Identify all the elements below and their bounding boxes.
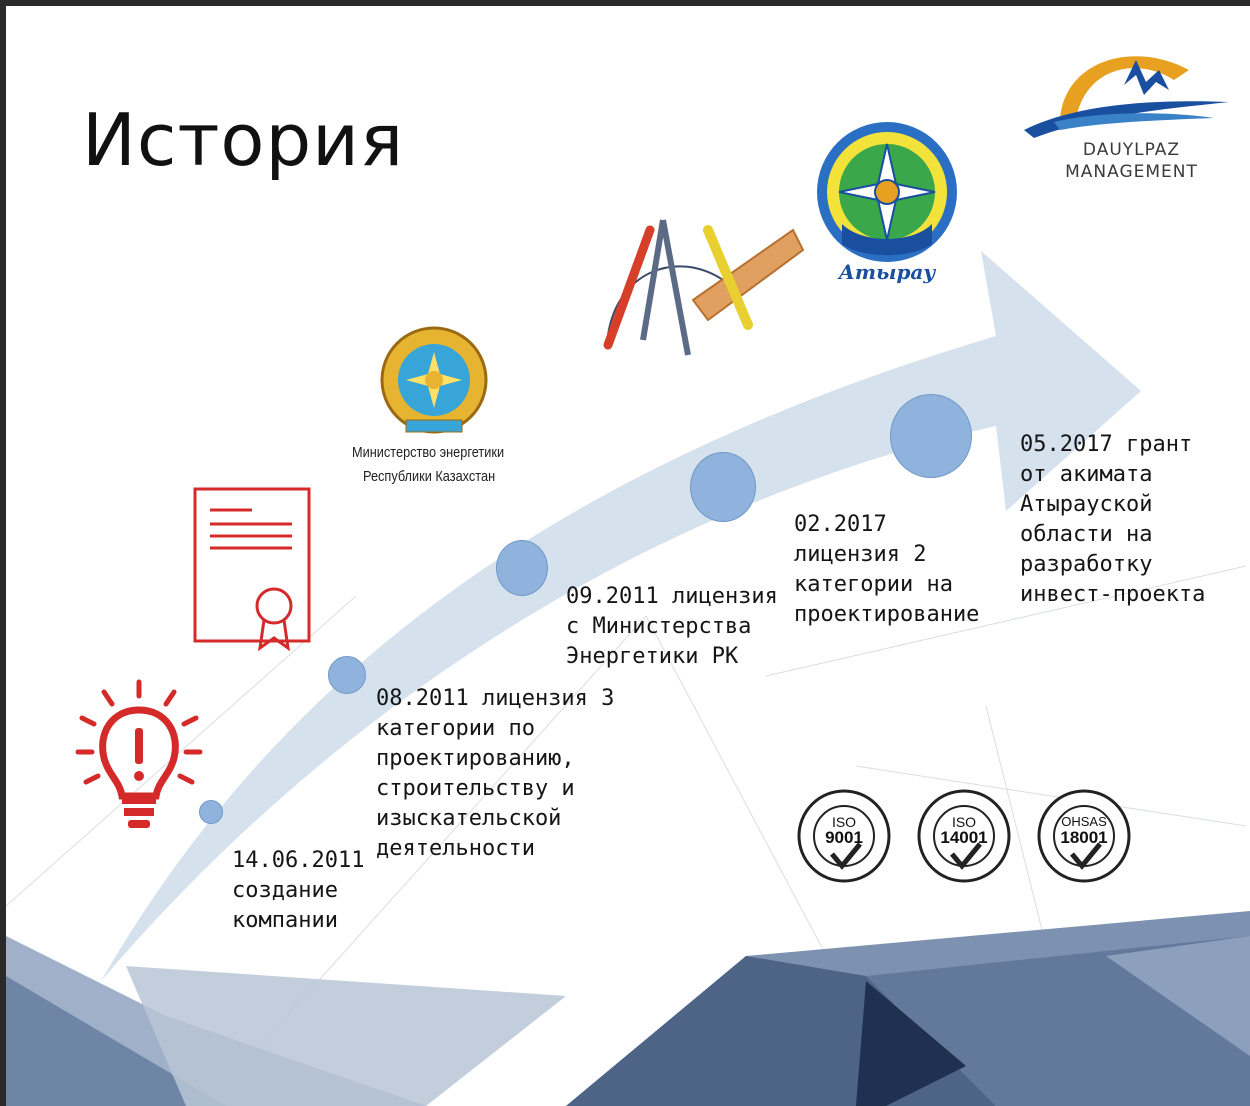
logo-line-2: MANAGEMENT [1065, 162, 1198, 182]
iso-9001-badge [796, 788, 892, 884]
akimat-label: Атырау [838, 260, 936, 284]
ohsas-18001-badge [1036, 788, 1132, 884]
iso-9001-top: ISO [831, 814, 857, 830]
milestone-4: 02.2017 лицензия 2 категории на проектирование [794, 512, 980, 627]
page-title: История [82, 98, 405, 182]
emblem-icon [376, 322, 496, 444]
slide [6, 6, 1250, 1106]
milestone-1: 14.06.2011 создание компании [232, 848, 365, 933]
drafting-tools-icon [588, 210, 808, 360]
milestone-5: 05.2017 грант от акимата Атырауской области на разработку инвест-проекта [1020, 432, 1206, 607]
milestone-2: 08.2011 лицензия 3 категории по проектированию, строительству и изыскательской деятельности [376, 686, 615, 861]
timeline-dot-5 [890, 394, 972, 478]
ohsas-18001-top: OHSAS [1061, 814, 1107, 829]
certificate-icon [192, 486, 316, 654]
ministry-line-2: Республики Казахстан [363, 468, 496, 485]
atyrau-emblem-icon [812, 114, 972, 299]
timeline-dot-4 [690, 452, 756, 522]
iso-14001-top: ISO [951, 814, 977, 830]
logo-mark-icon [1024, 30, 1239, 140]
iso-14001-badge [916, 788, 1012, 884]
timeline-dot-1 [199, 800, 223, 824]
milestone-3: 09.2011 лицензия с Министерства Энергетики РК [566, 584, 778, 669]
timeline-dot-3 [496, 540, 548, 596]
timeline-dot-2 [328, 656, 366, 694]
iso-14001-bottom: 14001 [940, 828, 988, 847]
ohsas-18001-bottom: 18001 [1060, 828, 1108, 847]
iso-9001-bottom: 9001 [825, 828, 863, 847]
logo-line-1: DAUYLPAZ [1082, 140, 1181, 160]
ministry-line-1: Министерство энергетики [352, 444, 505, 461]
company-logo [1024, 30, 1239, 190]
lightbulb-icon [74, 678, 204, 838]
